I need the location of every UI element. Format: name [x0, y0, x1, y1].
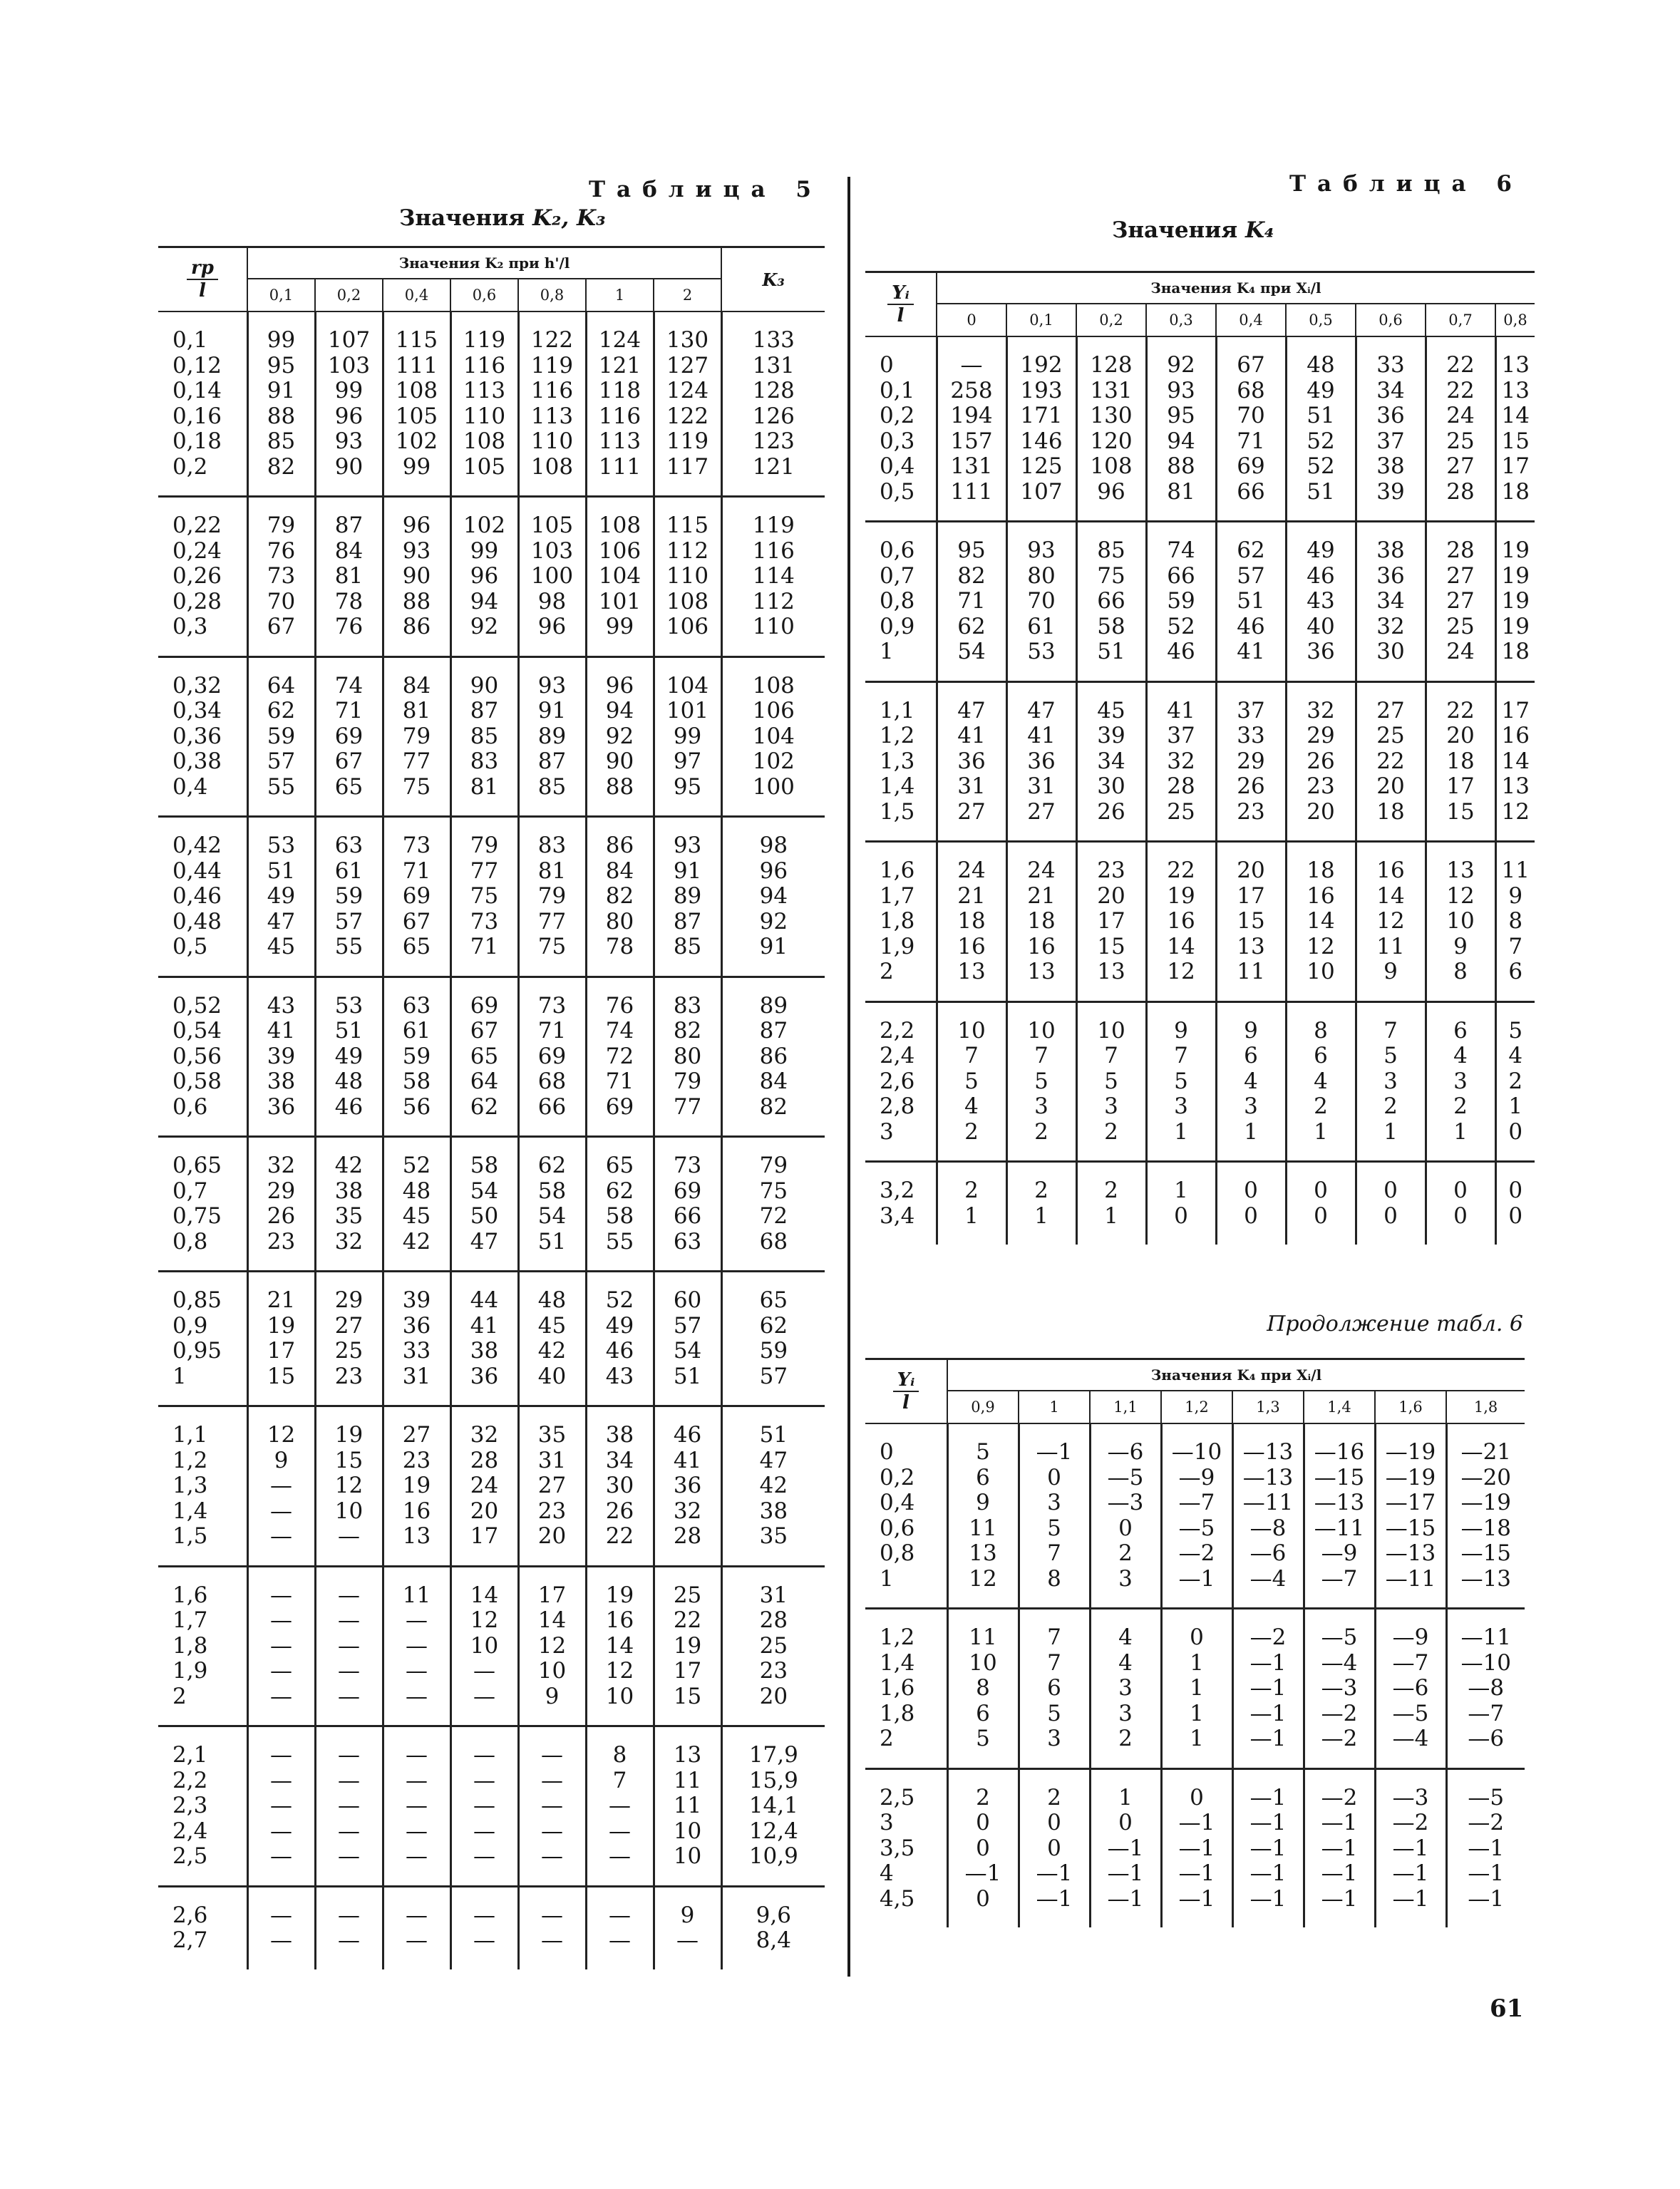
table6-col-header: 0,5	[1286, 304, 1356, 336]
table-cell: 11 — — — —	[383, 1566, 450, 1726]
table-cell: 31 28 25 23 20	[721, 1566, 825, 1726]
table-cell: — —	[315, 1886, 383, 1969]
table-cell: 18 16 14 12 10	[1286, 842, 1356, 1002]
table-cell: 63 61 59 58 56	[383, 977, 450, 1137]
table-cell: 51 47 42 38 35	[721, 1406, 825, 1567]
table-cell: 45 39 34 30 26	[1076, 681, 1146, 842]
row-labels: 2,6 2,7	[172, 1902, 208, 1953]
row-labels: 0,32 0,34 0,36 0,38 0,4	[158, 656, 247, 817]
table6-col-header: 0,3	[1146, 304, 1216, 336]
table-cell: —1 —1 —1 —1 —1	[1232, 1768, 1304, 1927]
table-cell: 69 67 65 64 62	[450, 977, 518, 1137]
table-cell: 9 7 5 3 1	[1146, 1001, 1216, 1162]
table-cell: —2 —1 —1 —1 —1	[1232, 1609, 1304, 1769]
row-labels: 0 0,2 0,4 0,6 0,8 1	[865, 1423, 947, 1609]
table-row-group	[865, 1609, 1525, 1769]
table-cell: 21 19 17 15	[247, 1272, 315, 1406]
table-cell: 8 7 — — —	[586, 1726, 654, 1887]
table-cell: 38 34 30 26 22	[586, 1406, 654, 1567]
table-cell: 11 10 8 6 5	[947, 1609, 1019, 1769]
table-cell: 28 27 27 25 24	[1426, 522, 1495, 682]
table-cell: — —	[518, 1886, 586, 1969]
table-cell: 7 5 3 2 1	[1356, 1001, 1426, 1162]
table-cell: 9 6 4 3 1	[1216, 1001, 1286, 1162]
table6-col-header: 0,6	[1356, 304, 1426, 336]
table-cell: 33 34 36 37 38 39	[1356, 336, 1426, 522]
table6_cont-col-header: 1,6	[1375, 1391, 1446, 1423]
table-cell: 99 95 91 88 85 82	[247, 311, 315, 497]
table-cell: 35 31 27 23 20	[518, 1406, 586, 1567]
table6_cont-col-header: 0,9	[947, 1391, 1019, 1423]
table-cell: —3 —2 —1 —1 —1	[1375, 1768, 1446, 1927]
table-cell: 43 41 39 38 36	[247, 977, 315, 1137]
table-cell: — — — — —	[315, 1566, 383, 1726]
table5-k3-header: K₃	[721, 247, 825, 312]
table6-col-header: 0	[937, 304, 1006, 336]
table-row-group	[158, 311, 825, 497]
row-labels: 0,42 0,44 0,46 0,48 0,5	[158, 817, 247, 977]
table-cell: — — — — —	[450, 1726, 518, 1887]
row-labels: 1,1 1,2 1,3 1,4 1,5	[158, 1406, 247, 1567]
table-cell: 96 94 92 90 88	[586, 656, 654, 817]
table-cell: 11 9 8 7 6	[1495, 842, 1535, 1002]
table-cell: 13 13 14 15 17 18	[1495, 336, 1535, 522]
table-row-group	[158, 977, 825, 1137]
table-cell: 24 21 18 16 13	[1006, 842, 1076, 1002]
table-cell: 73 69 66 63	[654, 1137, 721, 1272]
row-labels: 2,2 2,4 2,6 2,8 3	[865, 1001, 937, 1162]
table-cell: —5 —2 —1 —1 —1	[1446, 1768, 1525, 1927]
table-cell: 1 0	[1146, 1162, 1216, 1245]
row-labels: 1,2 1,4 1,6 1,8 2	[865, 1609, 947, 1769]
table-cell: 63 61 59 57 55	[315, 817, 383, 977]
table5-col-header: 0,1	[247, 279, 315, 311]
row-labels: 1,6 1,7 1,8 1,9 2	[865, 842, 937, 1002]
table-cell: 19 16 14 12 10	[586, 1566, 654, 1726]
table-cell: —1 0 3 5 7 8	[1019, 1423, 1090, 1609]
table-row-group	[865, 1162, 1535, 1245]
row-labels: 2,1 2,2 2,3 2,4 2,5	[158, 1726, 247, 1887]
table-cell: 115 112 110 108 106	[654, 497, 721, 657]
table-cell: 0 0	[1426, 1162, 1495, 1245]
table-cell: 0 0	[1286, 1162, 1356, 1245]
table-cell: 130 127 124 122 119 117	[654, 311, 721, 497]
table-cell: 108 106 104 102 100	[721, 656, 825, 817]
table-cell: 65 62 59 57	[721, 1272, 825, 1406]
table-cell: 39 36 33 31	[383, 1272, 450, 1406]
table-cell: 32 29 26 23 20	[1286, 681, 1356, 842]
row-labels: 0,85 0,9 0,95 1	[158, 1272, 247, 1406]
table-row-group	[158, 1137, 825, 1272]
table-row-group	[865, 1423, 1525, 1609]
table-row-group	[865, 336, 1535, 522]
table6-continuation-label: Продолжение табл. 6	[1267, 1312, 1523, 1336]
table-row-group	[865, 681, 1535, 842]
table-cell: —16 —15 —13 —11 —9 —7	[1304, 1423, 1375, 1609]
table-cell: 93 91 89 87 85	[518, 656, 586, 817]
table-cell: 79 76 73 70 67	[247, 497, 315, 657]
table-row-group	[158, 656, 825, 817]
table-cell: 58 54 50 47	[450, 1137, 518, 1272]
table6	[865, 271, 1535, 1245]
table-cell: —11 —10 —8 —7 —6	[1446, 1609, 1525, 1769]
table-cell: — — — — —	[247, 1726, 315, 1887]
table6_cont-col-header: 1,4	[1304, 1391, 1375, 1423]
table6-continuation	[865, 1358, 1525, 1927]
table-row-group	[158, 1406, 825, 1567]
table-cell: 62 57 51 46 41	[1216, 522, 1286, 682]
table-row-group	[158, 1726, 825, 1887]
table-cell: 74 66 59 52 46	[1146, 522, 1216, 682]
table-cell: 84 81 79 77 75	[383, 656, 450, 817]
table-cell: 48 45 42 40	[518, 1272, 586, 1406]
table-cell: —13 —13 —11 —8 —6 —4	[1232, 1423, 1304, 1609]
row-labels: 0,22 0,24 0,26 0,28 0,3	[158, 497, 247, 657]
table-cell: —9 —7 —6 —5 —4	[1375, 1609, 1446, 1769]
table6-group-header: Значения K₄ при Xᵢ/l	[937, 272, 1535, 304]
table-cell: 2 1	[1006, 1162, 1076, 1245]
table-cell: 89 87 86 84 82	[721, 977, 825, 1137]
table-cell: 19 19 19 19 18	[1495, 522, 1535, 682]
column-divider	[847, 177, 850, 1977]
row-labels: 0,1 0,12 0,14 0,16 0,18 0,2	[158, 311, 247, 497]
table5-title: Значения K₂, K₃	[399, 205, 606, 231]
table-cell: —2 —1 —1 —1 —1	[1304, 1768, 1375, 1927]
table-cell: 19 15 12 10 —	[315, 1406, 383, 1567]
table-cell: 0 —1 —1 —1 —1	[1161, 1768, 1232, 1927]
table-cell: 17 14 12 10 9	[518, 1566, 586, 1726]
table-cell: — —	[383, 1886, 450, 1969]
table5-group-header: Значения K₂ при h'/l	[247, 247, 721, 279]
table-cell: 22 20 18 17 15	[1426, 681, 1495, 842]
table-cell: 64 62 59 57 55	[247, 656, 315, 817]
table6c-group-header: Значения K₄ при Xᵢ/l	[947, 1359, 1525, 1391]
table-cell: 20 17 15 13 11	[1216, 842, 1286, 1002]
table-cell: 76 74 72 71 69	[586, 977, 654, 1137]
table-cell: 62 58 54 51	[518, 1137, 586, 1272]
table-cell: 17,9 15,9 14,1 12,4 10,9	[721, 1726, 825, 1887]
table-cell: 49 46 43 40 36	[1286, 522, 1356, 682]
table-cell: — 258 194 157 131 111	[937, 336, 1006, 522]
table-cell: 41 37 32 28 25	[1146, 681, 1216, 842]
table-cell: — — — — —	[383, 1726, 450, 1887]
table-cell: 96 93 90 88 86	[383, 497, 450, 657]
table-cell: 14 12 10 — —	[450, 1566, 518, 1726]
table-cell: 65 62 58 55	[586, 1137, 654, 1272]
table-cell: 73 71 69 67 65	[383, 817, 450, 977]
table-row-group	[158, 497, 825, 657]
table-cell: 12 9 — — —	[247, 1406, 315, 1567]
table-cell: 79 75 72 68	[721, 1137, 825, 1272]
table-row-group	[865, 522, 1535, 682]
table-cell: 192 193 171 146 125 107	[1006, 336, 1076, 522]
table-cell: 38 36 34 32 30	[1356, 522, 1426, 682]
table6_cont-col-header: 1,3	[1232, 1391, 1304, 1423]
table-cell: 13 11 11 10 10	[654, 1726, 721, 1887]
table-cell: 17 16 14 13 12	[1495, 681, 1535, 842]
table-cell: 73 71 69 68 66	[518, 977, 586, 1137]
table6_cont-col-header: 1	[1019, 1391, 1090, 1423]
table-cell: 25 22 19 17 15	[654, 1566, 721, 1726]
table6_cont-col-header: 1,2	[1161, 1391, 1232, 1423]
table-cell: 0 1 1 1 1	[1161, 1609, 1232, 1769]
table-cell: 53 51 49 47 45	[247, 817, 315, 977]
table-cell: 27 25 22 20 18	[1356, 681, 1426, 842]
table-row-group	[865, 1001, 1535, 1162]
table-cell: 92 93 95 94 88 81	[1146, 336, 1216, 522]
table6-col-header: 0,8	[1495, 304, 1535, 336]
table-cell: 0 0	[1216, 1162, 1286, 1245]
table-cell: 5 4 2 1 0	[1495, 1001, 1535, 1162]
table-cell: 122 119 116 113 110 108	[518, 311, 586, 497]
table6-label: Таблица 6	[1289, 171, 1523, 197]
table-cell: 133 131 128 126 123 121	[721, 311, 825, 497]
table5-col-header: 0,2	[315, 279, 383, 311]
table-cell: 107 103 99 96 93 90	[315, 311, 383, 497]
table-cell: 0 0	[1495, 1162, 1535, 1245]
table-cell: 47 41 36 31 27	[937, 681, 1006, 842]
table-cell: 83 82 80 79 77	[654, 977, 721, 1137]
table6-col-header: 0,7	[1426, 304, 1495, 336]
table-cell: — — — — —	[315, 1726, 383, 1887]
table5-col-header: 0,8	[518, 279, 586, 311]
table-row-group	[865, 1768, 1525, 1927]
table-row-group	[158, 1566, 825, 1726]
table-cell: 128 131 130 120 108 96	[1076, 336, 1146, 522]
table5-col-header: 0,4	[383, 279, 450, 311]
table-cell: 93 80 70 61 53	[1006, 522, 1076, 682]
table-cell: 9,6 8,4	[721, 1886, 825, 1969]
table-cell: 32 28 24 20 17	[450, 1406, 518, 1567]
table-cell: 46 41 36 32 28	[654, 1406, 721, 1567]
row-labels: 1,1 1,2 1,3 1,4 1,5	[865, 681, 937, 842]
table5-col-header: 0,6	[450, 279, 518, 311]
row-labels: 0,52 0,54 0,56 0,58 0,6	[158, 977, 247, 1137]
table-row-group	[158, 1886, 825, 1969]
table-cell: 87 84 81 78 76	[315, 497, 383, 657]
row-labels: 3,2 3,4	[880, 1178, 915, 1229]
table-cell: 98 96 94 92 91	[721, 817, 825, 977]
table-cell: 2 0 0 —1 —1	[1019, 1768, 1090, 1927]
table6_cont-col-header: 1,8	[1446, 1391, 1525, 1423]
table-cell: 60 57 54 51	[654, 1272, 721, 1406]
table5-stub-header: $\frac{rр}{l}$	[158, 247, 247, 312]
table5-col-header: 1	[586, 279, 654, 311]
table6c-stub-header: $\frac{\text{Yᵢ}}{l}$	[865, 1359, 947, 1424]
table-cell: 74 71 69 67 65	[315, 656, 383, 817]
table-cell: —5 —4 —3 —2 —2	[1304, 1609, 1375, 1769]
table-cell: 105 103 100 98 96	[518, 497, 586, 657]
table-cell: 0 0	[1356, 1162, 1426, 1245]
page-number: 61	[1490, 1994, 1524, 2023]
table-cell: 16 14 12 11 9	[1356, 842, 1426, 1002]
row-labels: 1,6 1,7 1,8 1,9 2	[158, 1566, 247, 1726]
table-cell: 44 41 38 36	[450, 1272, 518, 1406]
table-cell: 42 38 35 32	[315, 1137, 383, 1272]
table-cell: 10 7 5 3 2	[1006, 1001, 1076, 1162]
table-row-group	[865, 842, 1535, 1002]
table-cell: 10 7 5 4 2	[937, 1001, 1006, 1162]
table-cell: 22 19 16 14 12	[1146, 842, 1216, 1002]
table-cell: 119 116 113 110 108 105	[450, 311, 518, 497]
table-cell: 115 111 108 105 102 99	[383, 311, 450, 497]
table-cell: 6 4 3 2 1	[1426, 1001, 1495, 1162]
table-cell: 102 99 96 94 92	[450, 497, 518, 657]
table6_cont-col-header: 1,1	[1090, 1391, 1161, 1423]
table5	[158, 246, 825, 1969]
table-cell: 5 6 9 11 13 12	[947, 1423, 1019, 1609]
table-cell: 9 —	[654, 1886, 721, 1969]
table-cell: 85 75 66 58 51	[1076, 522, 1146, 682]
table-cell: 47 41 36 31 27	[1006, 681, 1076, 842]
table-cell: 37 33 29 26 23	[1216, 681, 1286, 842]
table-cell: 22 22 24 25 27 28	[1426, 336, 1495, 522]
table6-stub-header: $\frac{\text{Yᵢ}}{l}$	[865, 272, 937, 337]
row-labels: 2,5 3 3,5 4 4,5	[880, 1784, 915, 1912]
table-cell: 32 29 26 23	[247, 1137, 315, 1272]
table-cell: 48 49 51 52 52 51	[1286, 336, 1356, 522]
table-cell: 52 48 45 42	[383, 1137, 450, 1272]
table-row-group	[158, 1272, 825, 1406]
table-cell: —21 —20 —19 —18 —15 —13	[1446, 1423, 1525, 1609]
table5-col-header: 2	[654, 279, 721, 311]
row-labels: 0,65 0,7 0,75 0,8	[158, 1137, 247, 1272]
table-cell: —19 —19 —17 —15 —13 —11	[1375, 1423, 1446, 1609]
table-cell: 124 121 118 116 113 111	[586, 311, 654, 497]
table-cell: 4 4 3 3 2	[1090, 1609, 1161, 1769]
table-cell: 23 20 17 15 13	[1076, 842, 1146, 1002]
table-cell: 119 116 114 112 110	[721, 497, 825, 657]
table-cell: 10 7 5 3 2	[1076, 1001, 1146, 1162]
row-labels: 0,6 0,7 0,8 0,9 1	[865, 522, 937, 682]
table-cell: —6 —5 —3 0 2 3	[1090, 1423, 1161, 1609]
table-cell: 104 101 99 97 95	[654, 656, 721, 817]
table-cell: 7 7 6 5 3	[1019, 1609, 1090, 1769]
table-row-group	[158, 817, 825, 977]
table-cell: — —	[450, 1886, 518, 1969]
table6-col-header: 0,1	[1006, 304, 1076, 336]
table-cell: — — — — —	[247, 1566, 315, 1726]
table-cell: 53 51 49 48 46	[315, 977, 383, 1137]
table-cell: 108 106 104 101 99	[586, 497, 654, 657]
table-cell: 86 84 82 80 78	[586, 817, 654, 977]
table-cell: 27 23 19 16 13	[383, 1406, 450, 1567]
table-cell: 13 12 10 9 8	[1426, 842, 1495, 1002]
table-cell: — —	[247, 1886, 315, 1969]
table-cell: 2 1	[1076, 1162, 1146, 1245]
table-cell: —10 —9 —7 —5 —2 —1	[1161, 1423, 1232, 1609]
table6-col-header: 0,4	[1216, 304, 1286, 336]
table-cell: 29 27 25 23	[315, 1272, 383, 1406]
table-cell: 2 1	[937, 1162, 1006, 1245]
table-cell: 83 81 79 77 75	[518, 817, 586, 977]
table-cell: 1 0 —1 —1 —1	[1090, 1768, 1161, 1927]
table-cell: 93 91 89 87 85	[654, 817, 721, 977]
table6-col-header: 0,2	[1076, 304, 1146, 336]
table5-label: Таблица 5	[588, 177, 823, 202]
table-cell: 52 49 46 43	[586, 1272, 654, 1406]
table-cell: 79 77 75 73 71	[450, 817, 518, 977]
table-cell: 2 0 0 —1 0	[947, 1768, 1019, 1927]
table-cell: — — — — —	[518, 1726, 586, 1887]
row-labels: 0 0,1 0,2 0,3 0,4 0,5	[865, 336, 937, 522]
table-cell: — —	[586, 1886, 654, 1969]
table-cell: 67 68 70 71 69 66	[1216, 336, 1286, 522]
table6-title: Значения K₄	[1112, 217, 1274, 243]
table-cell: 90 87 85 83 81	[450, 656, 518, 817]
table-cell: 95 82 71 62 54	[937, 522, 1006, 682]
table-cell: 8 6 4 2 1	[1286, 1001, 1356, 1162]
table-cell: 24 21 18 16 13	[937, 842, 1006, 1002]
